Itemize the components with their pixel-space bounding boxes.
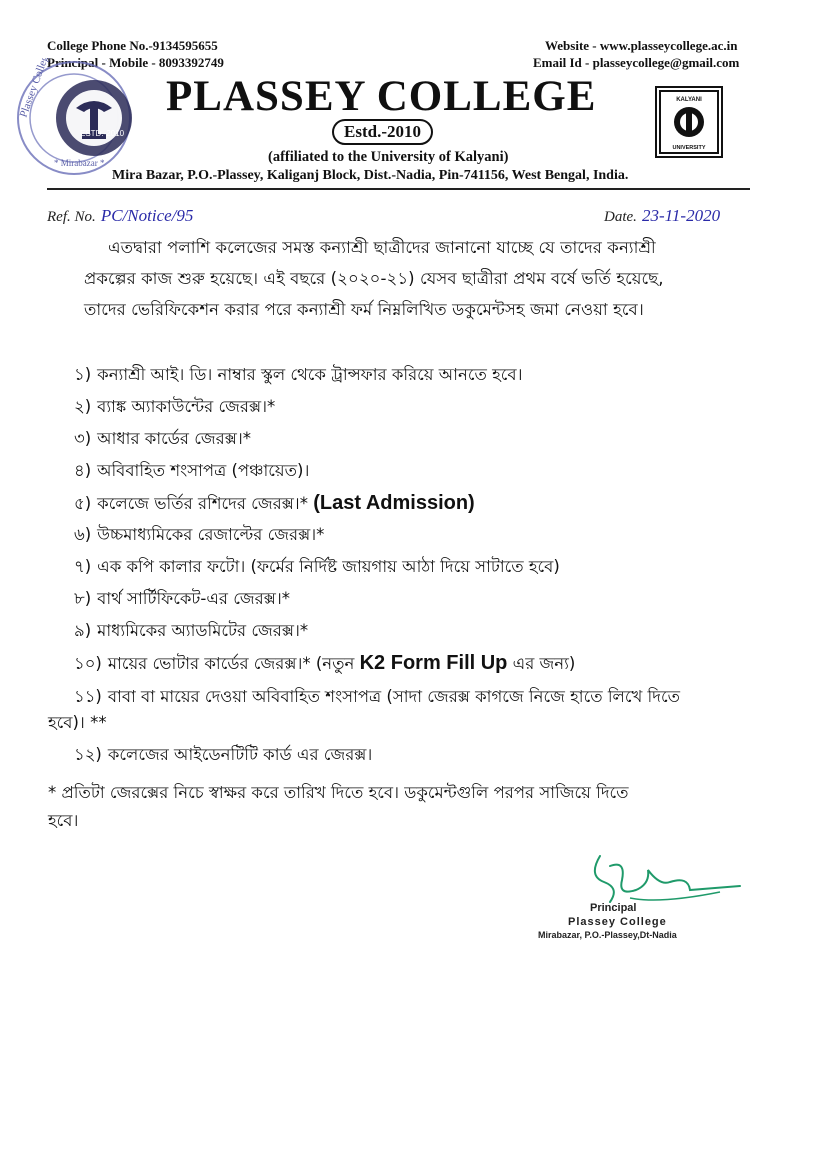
- item-number: ৮): [74, 589, 92, 608]
- item-text: বাবা বা মায়ের দেওয়া অবিবাহিত শংসাপত্র (সাদা জেরক্স কাগজে নিজে হাতে লিখে দিতে: [107, 687, 680, 706]
- item-text: কলেজে ভর্তির রশিদের জেরক্স।*: [97, 494, 308, 513]
- item-extra: (Last Admission): [313, 492, 475, 514]
- list-item: [74, 396, 275, 418]
- intro-line-2: প্রকল্পের কাজ শুরু হয়েছে। এই বছরে (২০২০-২১) যেসব ছাত্রীরা প্রথম বর্ষে ভর্তি হয়েছে,: [84, 269, 664, 288]
- list-item: [74, 460, 309, 482]
- item-text: এক কপি কালার ফটো। (ফর্মের নির্দিষ্ট জায়গায় আঠা দিয়ে সাটাতে হবে): [97, 557, 560, 576]
- date-label: Date.: [604, 209, 637, 225]
- list-item: [74, 686, 680, 708]
- college-name: PLASSEY COLLEGE: [166, 73, 597, 120]
- item-number: ১২): [74, 745, 102, 764]
- seal-text-estd: ESTD.-2010: [80, 129, 125, 138]
- item-text: বার্থ সার্টিফিকেট-এর জেরক্স।*: [97, 589, 291, 608]
- item-text: হবে)। **: [48, 713, 107, 732]
- header-divider: [47, 188, 750, 190]
- date-value: 23-11-2020: [642, 206, 721, 225]
- footnote-line-1: * প্রতিটা জেরক্সের নিচে স্বাক্ষর করে তারিখ দিতে হবে। ডকুমেন্টগুলি পরপর সাজিয়ে দিতে: [48, 783, 629, 802]
- college-address: Mira Bazar, P.O.-Plassey, Kaliganj Block, Dist.-Nadia, Pin-741156, West Bengal, India.: [112, 168, 629, 183]
- seal-text-top: Plassey College: [17, 58, 53, 120]
- item-text: মাধ্যমিকের অ্যাডমিটের জেরক্স।*: [97, 621, 309, 640]
- university-logo: [655, 86, 723, 158]
- item-number: ১): [74, 365, 92, 384]
- footnote-line-2: হবে।: [48, 811, 79, 830]
- established-badge: Estd.-2010: [332, 119, 433, 145]
- list-item: [74, 492, 475, 515]
- principal-title: Principal: [590, 902, 637, 914]
- college-seal: [6, 58, 156, 176]
- item-number: ১১): [74, 687, 102, 706]
- item-number: ১০): [74, 654, 102, 673]
- list-item: [74, 620, 308, 642]
- logo-text-bottom: UNIVERSITY: [672, 145, 706, 151]
- list-item: [74, 588, 290, 610]
- reference-line: [47, 206, 193, 226]
- affiliation-text: (affiliated to the University of Kalyani): [268, 149, 509, 165]
- item-number: ৫): [74, 494, 92, 513]
- item-extra: K2 Form Fill Up: [359, 652, 508, 674]
- item-number: ৭): [74, 557, 92, 576]
- list-item: [74, 364, 523, 386]
- item-suffix: এর জন্য): [512, 654, 576, 673]
- item-number: ৬): [74, 525, 92, 544]
- item-text: কলেজের আইডেনটিটি কার্ড এর জেরক্স।: [107, 745, 373, 764]
- principal-college: Plassey College: [568, 916, 667, 928]
- ref-number: PC/Notice/95: [100, 206, 194, 225]
- intro-line-3: তাদের ভেরিফিকেশন করার পরে কন্যাশ্রী ফর্ম নিম্নলিখিত ডকুমেন্টসহ জমা নেওয়া হবে।: [84, 300, 644, 319]
- item-text: আধার কার্ডের জেরক্স।*: [97, 429, 252, 448]
- item-text: ব্যাঙ্ক অ্যাকাউন্টের জেরক্স।*: [97, 397, 276, 416]
- item-number: ৩): [74, 429, 92, 448]
- college-phone: College Phone No.-9134595655: [47, 38, 218, 53]
- item-number: ২): [74, 397, 92, 416]
- principal-mobile: Principal - Mobile - 8093392749: [47, 55, 224, 70]
- intro-line-1: এতদ্বারা পলাশি কলেজের সমস্ত কন্যাশ্রী ছাত্রীদের জানানো যাচ্ছে যে তাদের কন্যাশ্রী: [108, 238, 656, 257]
- website-text: Website - www.plasseycollege.ac.in: [545, 38, 738, 53]
- list-item: [74, 428, 251, 450]
- item-text: অবিবাহিত শংসাপত্র (পঞ্চায়েত)।: [97, 461, 310, 480]
- item-text: মায়ের ভোটার কার্ডের জেরক্স।* (নতুন: [107, 654, 355, 673]
- list-item: [74, 744, 372, 766]
- ref-label: Ref. No.: [47, 209, 96, 225]
- item-text: উচ্চমাধ্যমিকের রেজাল্টের জেরক্স।*: [97, 525, 325, 544]
- email-text: Email Id - plasseycollege@gmail.com: [533, 55, 740, 70]
- list-item: [74, 556, 560, 578]
- date-line: [604, 206, 720, 226]
- item-text: কন্যাশ্রী আই। ডি। নাম্বার স্কুল থেকে ট্রান্সফার করিয়ে আনতে হবে।: [97, 365, 523, 384]
- principal-address: Mirabazar, P.O.-Plassey,Dt-Nadia: [538, 930, 677, 940]
- list-item-continuation: [48, 712, 107, 734]
- list-item: [74, 652, 575, 675]
- item-number: ৪): [74, 461, 92, 480]
- logo-text-top: KALYANI: [676, 97, 702, 103]
- list-item: [74, 524, 324, 546]
- seal-text-bottom: * Mirabazar *: [54, 158, 105, 168]
- item-number: ৯): [74, 621, 92, 640]
